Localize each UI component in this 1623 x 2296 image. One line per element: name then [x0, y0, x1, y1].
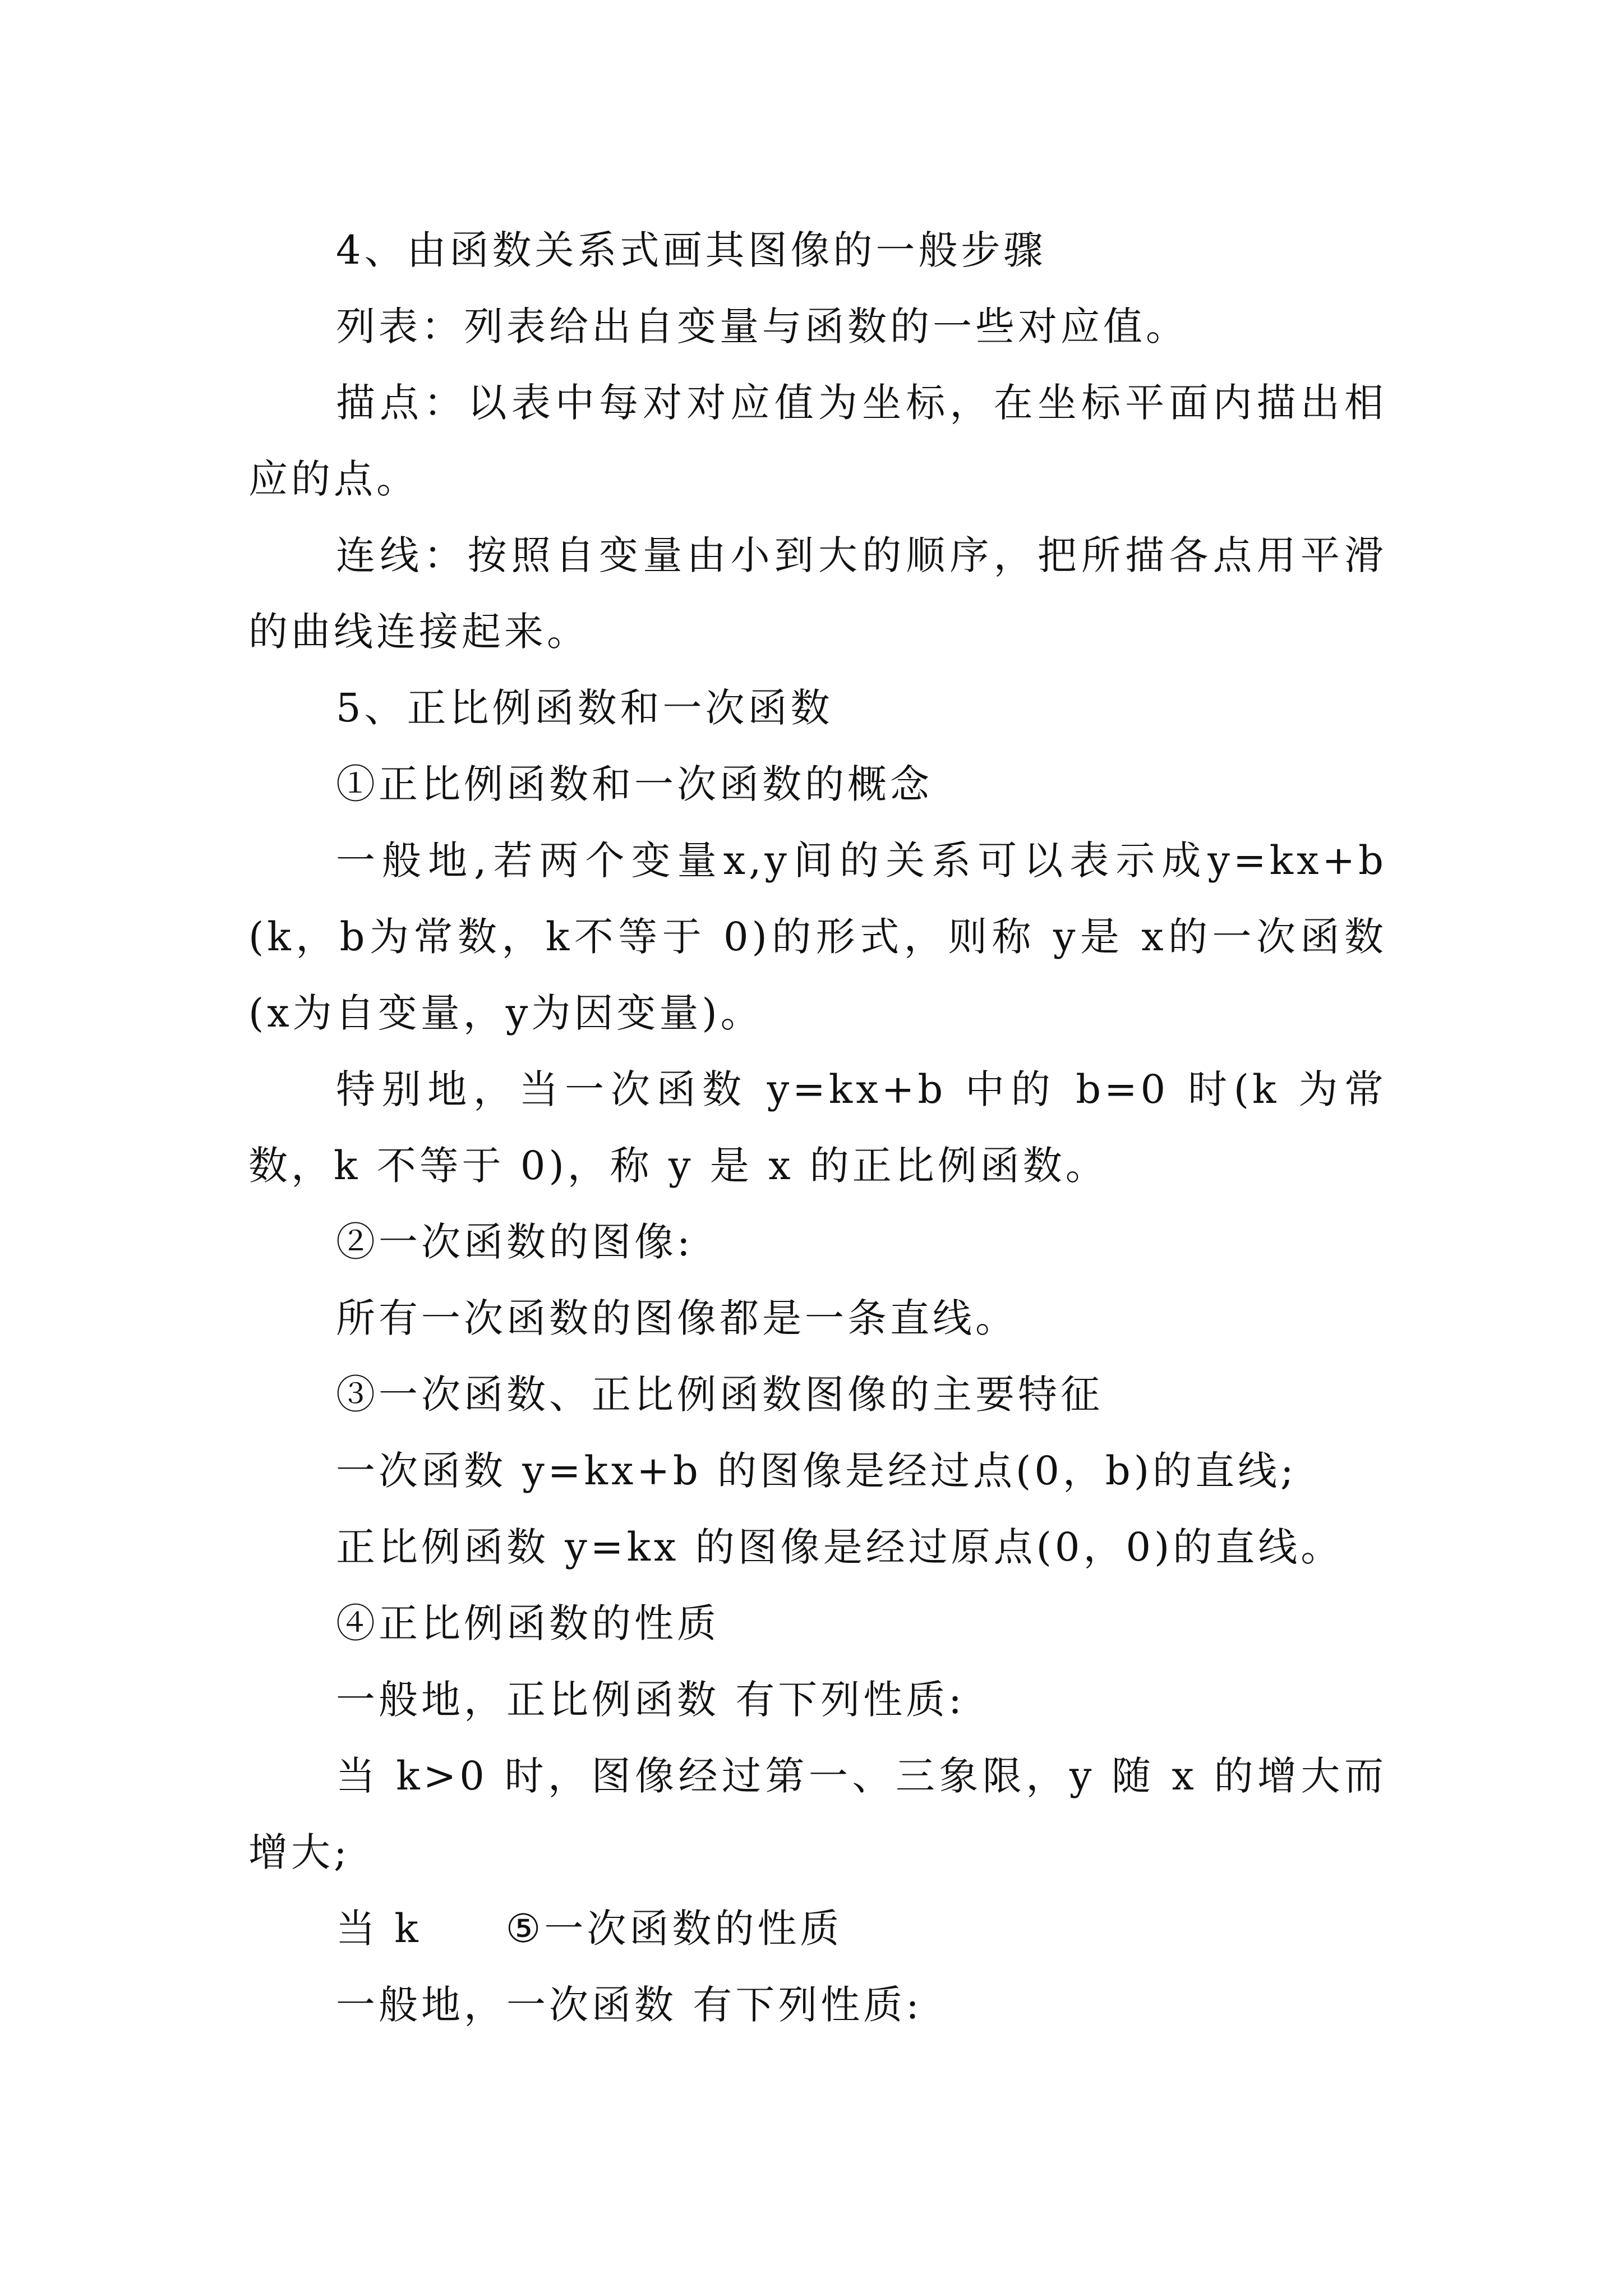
paragraph-k-negative-and-heading: [248, 1890, 1387, 1967]
paragraph-k-negative: 当 k: [336, 1906, 422, 1952]
subheading-graph: ②一次函数的图像:: [336, 1219, 694, 1265]
paragraph-tabulate: 列表：列表给出自变量与函数的一些对应值。: [336, 303, 1188, 349]
paragraph-k-positive: 当 k>0 时，图像经过第一、三象限，y 随 x 的增大而增大;: [248, 1753, 1387, 1875]
heading-drawing-steps: 4、由函数关系式画其图像的一般步骤: [336, 227, 1046, 273]
paragraph-plot-points: 描点：以表中每对对应值为坐标，在坐标平面内描出相应的点。: [248, 380, 1387, 502]
paragraph-proportional-graph-feature: 正比例函数 y=kx 的图像是经过原点(0，0)的直线。: [336, 1524, 1344, 1570]
paragraph-linear-graph-feature: 一次函数 y=kx+b 的图像是经过点(0，b)的直线;: [336, 1448, 1297, 1494]
paragraph-connect-points: 连线：按照自变量由小到大的顺序，把所描各点用平滑的曲线连接起来。: [248, 532, 1387, 655]
paragraph-linear-properties-intro: 一般地，一次函数 有下列性质:: [336, 1982, 923, 2028]
paragraph-linear-definition: 一般地,若两个变量x,y间的关系可以表示成y=kx+b (k，b为常数，k不等于 0)的形式，则称 y是 x的一次函数(x为自变量，y为因变量)。: [248, 838, 1387, 1036]
subheading-concepts: ①正比例函数和一次函数的概念: [336, 761, 933, 807]
subheading-linear-properties: ⑤一次函数的性质: [505, 1906, 843, 1952]
document-body: [248, 212, 1387, 2043]
heading-linear-functions: 5、正比例函数和一次函数: [336, 685, 833, 731]
paragraph-proportional-properties-intro: 一般地，正比例函数 有下列性质:: [336, 1677, 965, 1723]
subheading-graph-features: ③一次函数、正比例函数图像的主要特征: [336, 1372, 1103, 1418]
paragraph-proportional-definition: 特别地，当一次函数 y=kx+b 中的 b=0 时(k 为常数，k 不等于 0)，称 y 是 x 的正比例函数。: [248, 1066, 1387, 1189]
paragraph-graph-is-line: 所有一次函数的图像都是一条直线。: [336, 1295, 1018, 1341]
subheading-proportional-properties: ④正比例函数的性质: [336, 1600, 720, 1646]
